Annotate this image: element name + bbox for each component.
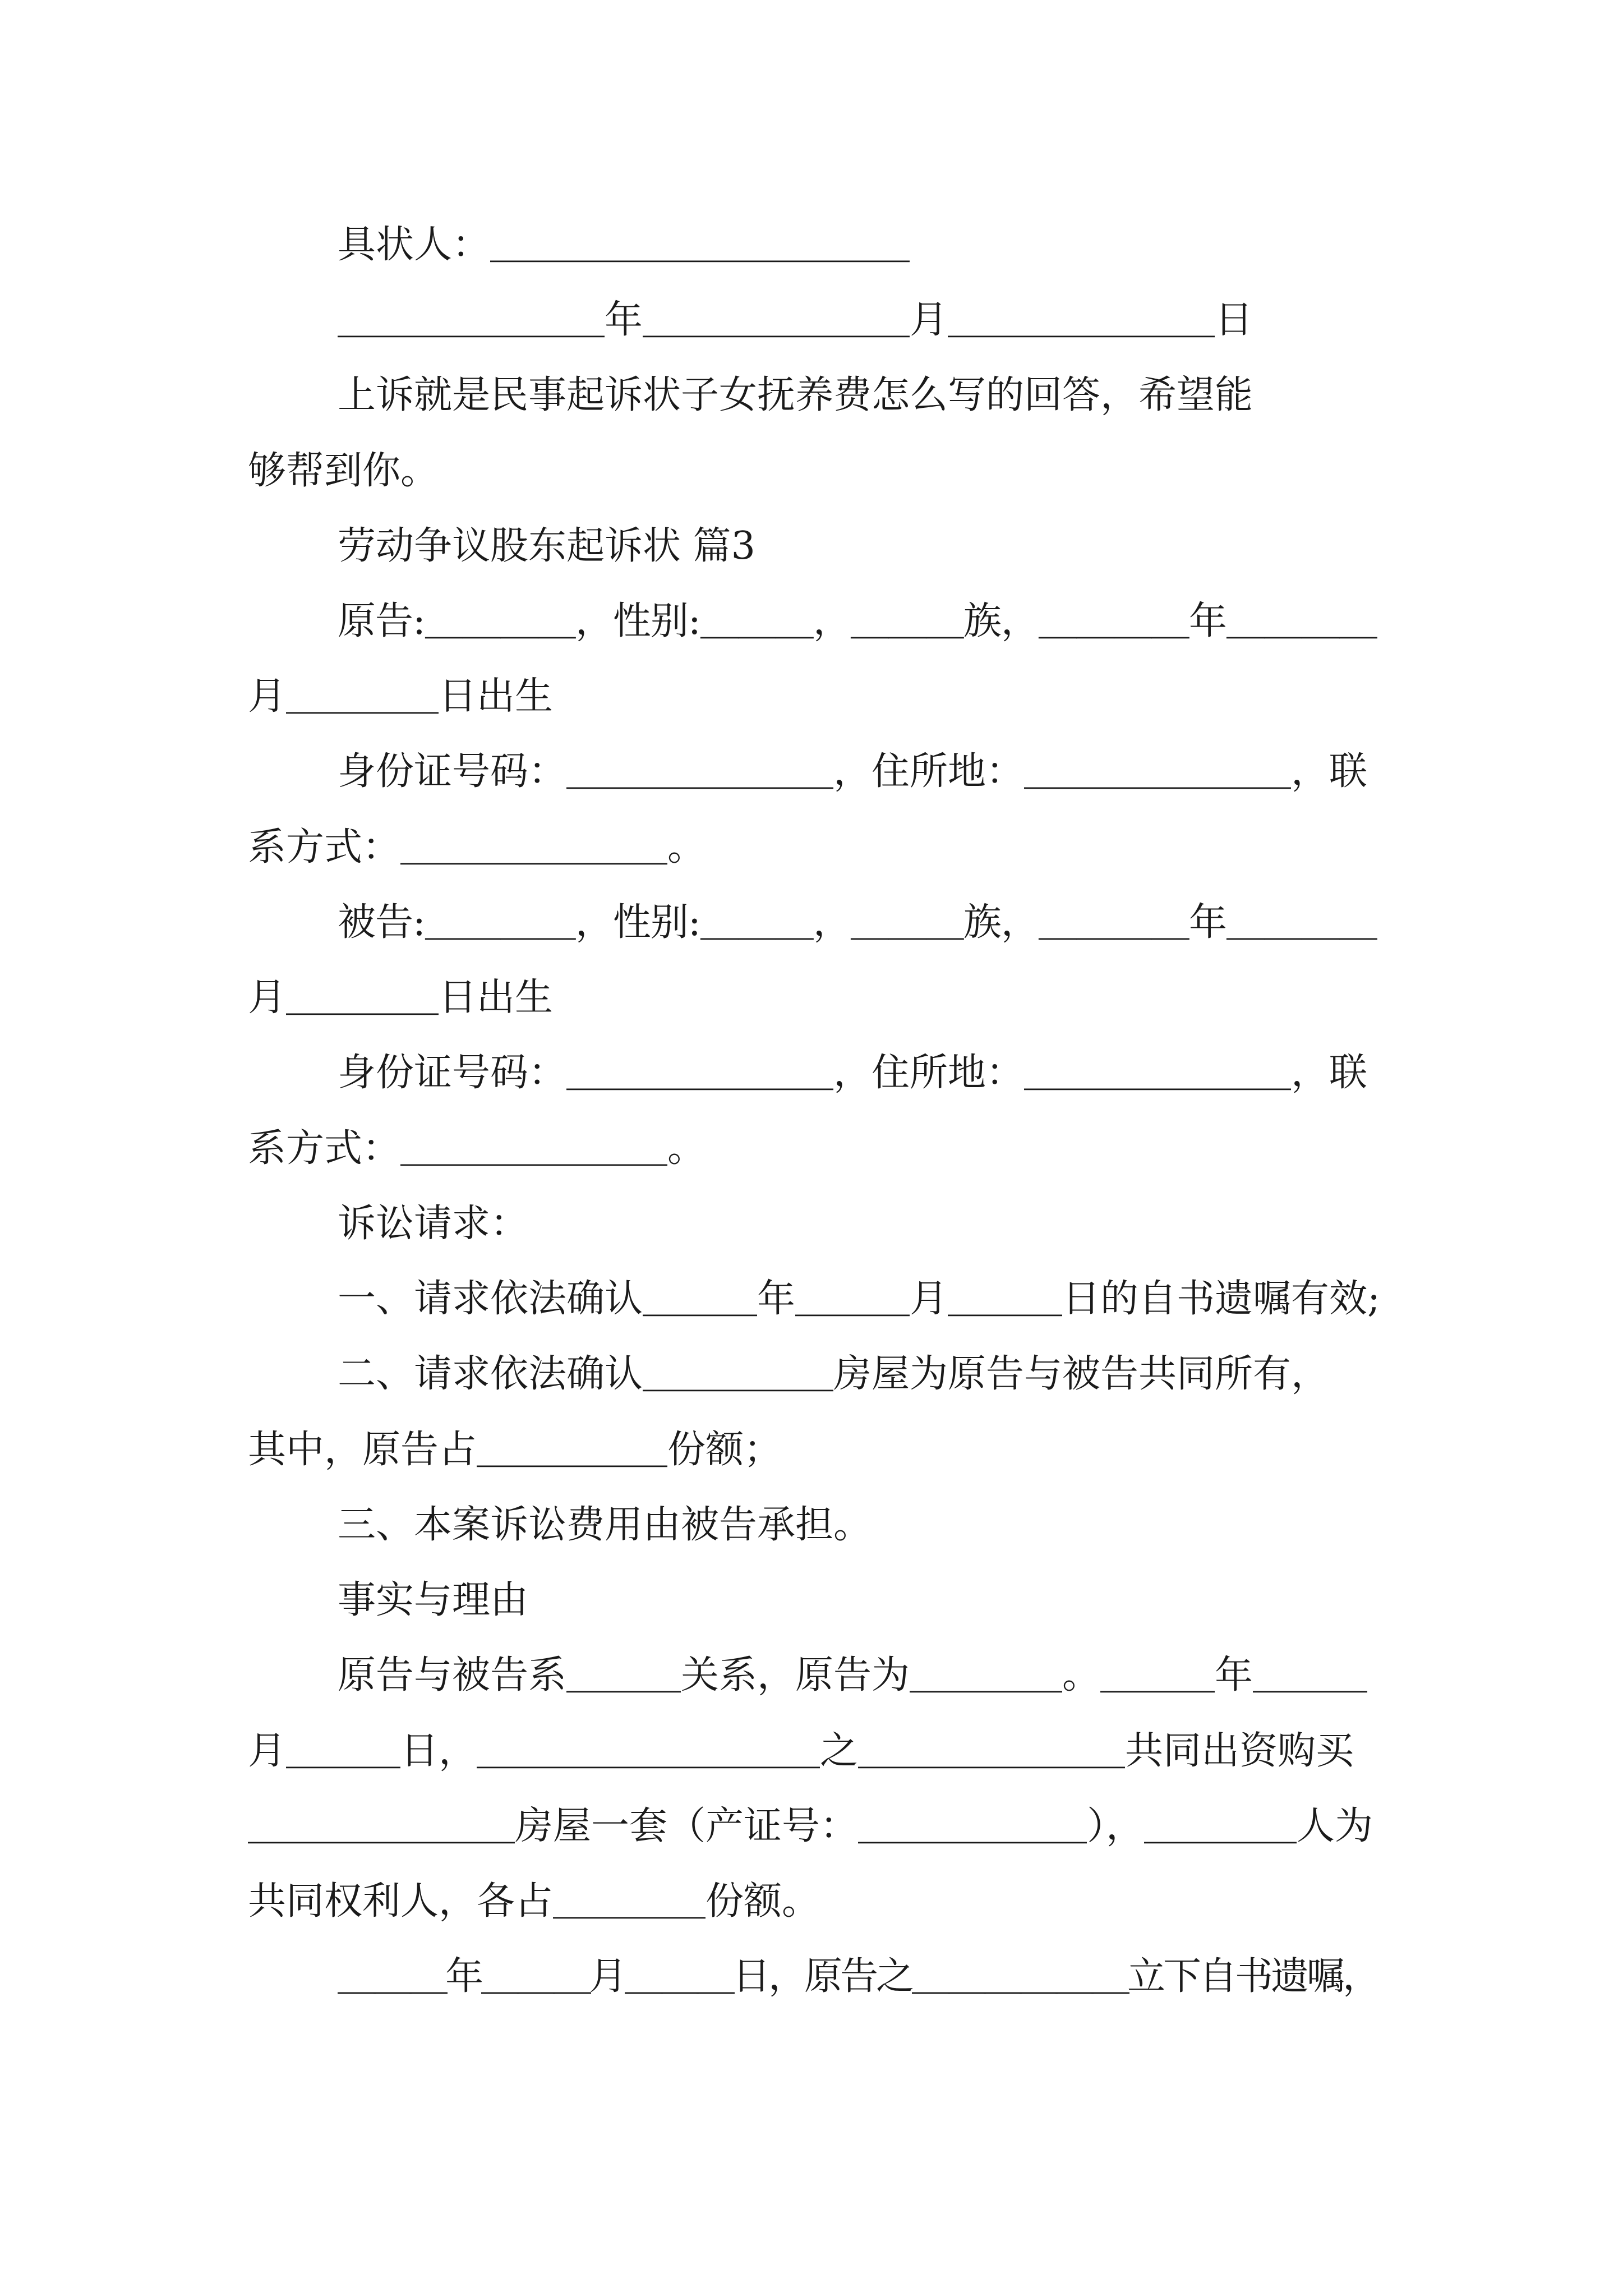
claim-item	[0, 1349, 1623, 1400]
claim-item-text: 三、本案诉讼费用由被告承担。	[338, 1503, 872, 1547]
facts-line	[0, 1952, 1623, 2002]
defendant-line	[0, 898, 1623, 948]
facts-heading	[0, 1575, 1623, 1626]
defendant-contact-text: 系方式：＿＿＿＿＿＿＿。	[248, 1126, 706, 1171]
facts-text: 月＿＿＿日，＿＿＿＿＿＿＿＿＿之＿＿＿＿＿＿＿共同出资购买	[248, 1729, 1354, 1773]
plaintiff-text: 月＿＿＿＿日出生	[248, 674, 554, 719]
paragraph-text: 上诉就是民事起诉状子女抚养费怎么写的回答，希望能	[338, 373, 1253, 417]
facts-line	[0, 1726, 1623, 1777]
defendant-text: 被告:＿＿＿＿，性别:＿＿＿，＿＿＿族，＿＿＿＿年＿＿＿＿	[338, 900, 1377, 945]
defendant-text: 月＿＿＿＿日出生	[248, 976, 554, 1020]
facts-line	[0, 1650, 1623, 1701]
date-text: ＿＿＿＿＿＿＿年＿＿＿＿＿＿＿月＿＿＿＿＿＿＿日	[338, 298, 1253, 342]
section-heading-text: 劳动争议股东起诉状 篇3	[338, 524, 755, 568]
claim-item	[0, 1500, 1623, 1550]
plaintiff-line	[0, 596, 1623, 647]
date-line	[0, 295, 1623, 346]
defendant-contact-line	[0, 1124, 1623, 1174]
claim-item	[0, 1274, 1623, 1324]
facts-text: ＿＿＿＿＿＿＿房屋一套（产证号：＿＿＿＿＿＿），＿＿＿＿人为	[248, 1804, 1373, 1848]
plaintiff-text: 原告:＿＿＿＿，性别:＿＿＿，＿＿＿族，＿＿＿＿年＿＿＿＿	[338, 599, 1377, 643]
section-heading	[0, 521, 1623, 572]
claims-heading-text: 诉讼请求：	[338, 1202, 529, 1246]
plaintiff-id-text: 身份证号码：＿＿＿＿＿＿＿，住所地：＿＿＿＿＿＿＿，联	[338, 749, 1368, 794]
paragraph-text: 够帮到你。	[248, 449, 439, 493]
paragraph-line	[0, 370, 1623, 421]
claim-item-text: 二、请求依法确认＿＿＿＿＿房屋为原告与被告共同所有，	[338, 1352, 1330, 1396]
defendant-line	[0, 973, 1623, 1023]
facts-heading-text: 事实与理由	[338, 1578, 529, 1622]
plaintiff-contact-text: 系方式：＿＿＿＿＿＿＿。	[248, 825, 706, 869]
claim-item-text: 其中，原告占＿＿＿＿＿份额；	[248, 1428, 782, 1472]
claims-heading	[0, 1199, 1623, 1249]
facts-line	[0, 1876, 1623, 1927]
claim-item	[0, 1425, 1623, 1475]
claim-item-text: 一、请求依法确认＿＿＿年＿＿＿月＿＿＿日的自书遗嘱有效;	[338, 1277, 1380, 1321]
defendant-id-text: 身份证号码：＿＿＿＿＿＿＿，住所地：＿＿＿＿＿＿＿，联	[338, 1051, 1368, 1095]
facts-text: 共同权利人，各占＿＿＿＿份额。	[248, 1879, 820, 1924]
signature-text: 具状人：＿＿＿＿＿＿＿＿＿＿＿	[338, 223, 910, 267]
facts-text: ＿＿＿年＿＿＿月＿＿＿日，原告之＿＿＿＿＿＿立下自书遗嘱，	[338, 1954, 1379, 1999]
plaintiff-id-line	[0, 747, 1623, 797]
plaintiff-contact-line	[0, 822, 1623, 873]
facts-line	[0, 1801, 1623, 1852]
plaintiff-line	[0, 671, 1623, 722]
paragraph-line	[0, 446, 1623, 496]
facts-text: 原告与被告系＿＿＿关系，原告为＿＿＿＿。＿＿＿年＿＿＿	[338, 1653, 1368, 1697]
signature-line	[0, 220, 1623, 270]
defendant-id-line	[0, 1048, 1623, 1098]
